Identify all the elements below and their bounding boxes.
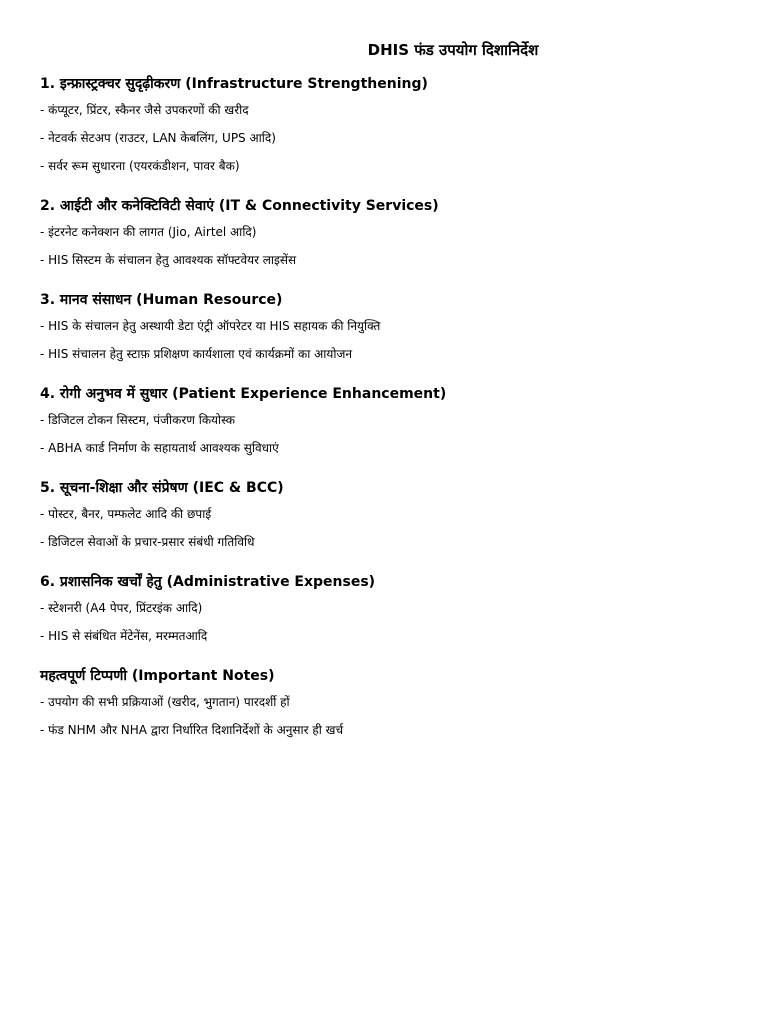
section-heading: 5. सूचना-शिक्षा और संप्रेषण (IEC & BCC) (40, 480, 284, 496)
bullet-item: - ABHA कार्ड निर्माण के सहायतार्थ आवश्यक सुविधाएं (40, 441, 279, 455)
section-heading: 3. मानव संसाधन (Human Resource) (40, 292, 283, 308)
section-patient-experience (40, 384, 740, 456)
bullet-item: - HIS सिस्टम के संचालन हेतु आवश्यक सॉफ्टवेयर लाइसेंस (40, 253, 297, 267)
section-heading: 4. रोगी अनुभव में सुधार (Patient Experience Enhancement) (40, 386, 447, 402)
bullet-item: - HIS से संबंधित मेंटेनेंस, मरम्मतआदि (40, 629, 208, 643)
section-iec-bcc (40, 478, 740, 550)
bullet-item: - कंप्यूटर, प्रिंटर, स्कैनर जैसे उपकरणों की खरीद (40, 103, 249, 117)
section-heading: 2. आईटी और कनेक्टिविटी सेवाएं (IT & Connectivity Services) (40, 198, 439, 214)
bullet-item: - HIS के संचालन हेतु अस्थायी डेटा एंट्री ऑपरेटर या HIS सहायक की नियुक्ति (40, 319, 381, 333)
document-body (40, 74, 740, 760)
section-important-notes (40, 666, 740, 738)
section-heading: महत्वपूर्ण टिप्पणी (Important Notes) (40, 668, 275, 684)
bullet-item: - डिजिटल सेवाओं के प्रचार-प्रसार संबंधी गतिविधि (40, 535, 255, 549)
bullet-item: - सर्वर रूम सुधारना (एयरकंडीशन, पावर बैक) (40, 159, 240, 173)
section-human-resource (40, 290, 740, 362)
section-infrastructure (40, 74, 740, 174)
section-it-connectivity (40, 196, 740, 268)
section-heading: 1. इन्फ्रास्ट्रक्चर सुदृढ़ीकरण (Infrastructure Strengthening) (40, 76, 428, 92)
document-title: DHIS फंड उपयोग दिशानिर्देश (367, 41, 539, 59)
section-heading: 6. प्रशासनिक खर्चों हेतु (Administrative Expenses) (40, 574, 376, 590)
bullet-item: - फंड NHM और NHA द्वारा निर्धारित दिशानिर्देशों के अनुसार ही खर्च (40, 723, 344, 737)
bullet-item: - डिजिटल टोकन सिस्टम, पंजीकरण कियोस्क (40, 413, 235, 427)
bullet-item: - इंटरनेट कनेक्शन की लागत (Jio, Airtel आदि) (40, 225, 257, 239)
bullet-item: - उपयोग की सभी प्रक्रियाओं (खरीद, भुगतान) पारदर्शी हों (40, 695, 290, 709)
section-administrative-expenses (40, 572, 740, 644)
bullet-item: - पोस्टर, बैनर, पम्फलेट आदि की छपाई (40, 507, 212, 521)
bullet-item: - HIS संचालन हेतु स्टाफ़ प्रशिक्षण कार्यशाला एवं कार्यक्रमों का आयोजन (40, 347, 353, 361)
bullet-item: - नेटवर्क सेटअप (राउटर, LAN केबलिंग, UPS आदि) (40, 131, 276, 145)
bullet-item: - स्टेशनरी (A4 पेपर, प्रिंटरइंक आदि) (40, 601, 203, 615)
